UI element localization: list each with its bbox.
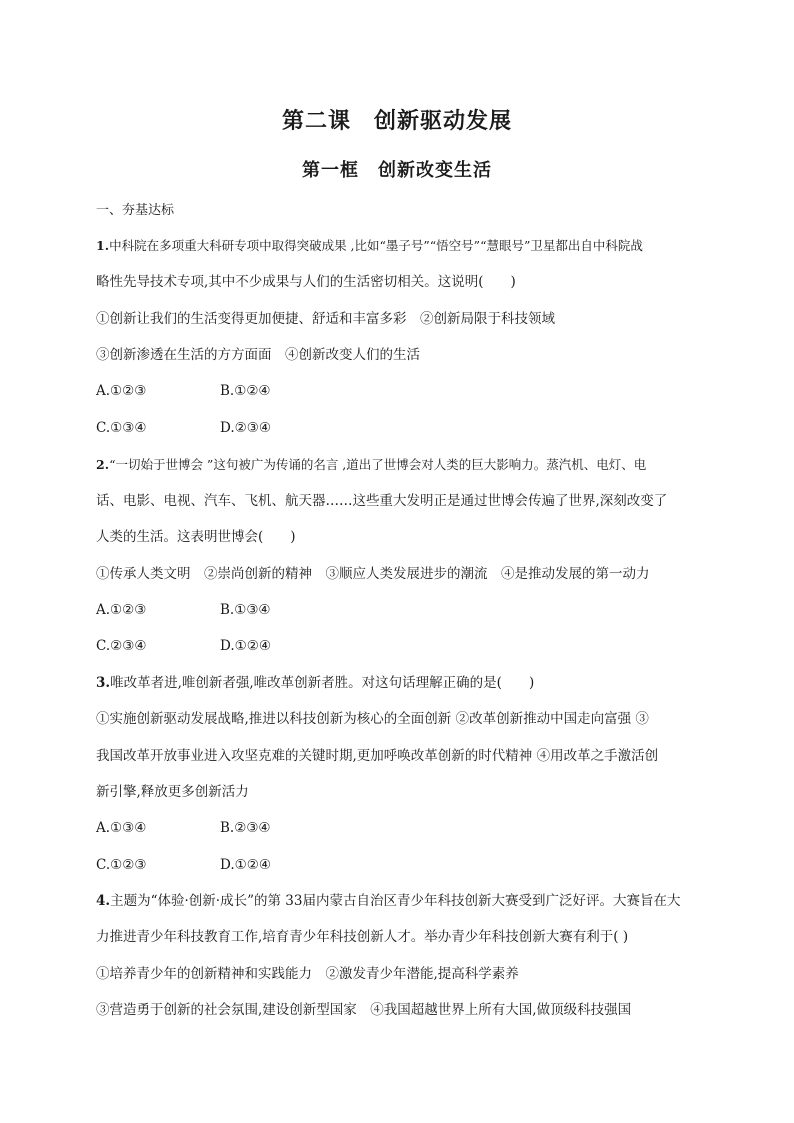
question-text: 唯改革者进,唯创新者强,唯改革创新者胜。对这句话理解正确的是( ) [110,675,535,691]
option-c: C.①③④ [96,420,147,436]
option-a: A.①②③ [96,383,147,399]
question-3-statements-1: ①实施创新驱动发展战略,推进以科技创新为核心的全面创新 ②改革创新推动中国走向富强 ③ [96,711,649,727]
question-3-statements-2: 我国改革开放事业进入攻坚克难的关键时期,更加呼唤改革创新的时代精神 ④用改革之手激活创 [96,748,659,764]
question-1-statements-1: ①创新让我们的生活变得更加便捷、舒适和丰富多彩 ②创新局限于科技领域 [96,311,555,327]
question-text: 主题为“体验·创新·成长”的第 33届内蒙古自治区青少年科技创新大赛受到广泛好评。大赛旨在大 [110,893,681,909]
question-number: 4. [96,893,111,909]
option-a: A.①③④ [96,820,147,836]
question-2-line-1 [96,456,646,474]
option-d: D.①②④ [220,638,271,654]
option-a: A.①②③ [96,602,147,618]
option-b: B.①③④ [220,602,271,618]
lesson-title: 第二课 创新驱动发展 [281,108,512,134]
question-2-line-2: 话、电影、电视、汽车、飞机、航天器……这些重大发明正是通过世博会传遍了世界,深刻改变了 [96,493,668,509]
question-number: 3. [96,675,111,691]
question-2-statements: ①传承人类文明 ②崇尚创新的精神 ③顺应人类发展进步的潮流 ④是推动发展的第一动力 [96,566,650,582]
question-1-statements-2: ③创新渗透在生活的方方面面 ④创新改变人们的生活 [96,347,420,363]
question-1-line-1 [96,237,643,255]
option-d: D.②③④ [220,420,271,436]
question-4-line-2: 力推进青少年科技教育工作,培育青少年科技创新人才。举办青少年科技创新大赛有利于( ) [96,929,629,945]
question-4-statements-1: ①培养青少年的创新精神和实践能力 ②激发青少年潜能,提高科学素养 [96,966,519,982]
option-b: B.②③④ [220,820,271,836]
option-b: B.①②④ [220,383,271,399]
question-text: 中科院在多项重大科研专项中取得突破成果 ,比如“墨子号”“悟空号”“慧眼号”卫星都出自中科院战 [109,238,643,253]
question-3-statements-3: 新引擎,释放更多创新活力 [96,784,249,800]
question-2-line-3: 人类的生活。这表明世博会( ) [96,529,296,545]
question-text: “一切始于世博会 ”这句被广为传诵的名言 ,道出了世博会对人类的巨大影响力。蒸汽机、电灯、电 [109,457,647,472]
question-4-line-1 [96,892,680,910]
question-1-line-2: 略性先导技术专项,其中不少成果与人们的生活密切相关。这说明( ) [96,274,516,290]
option-d: D.①②④ [220,857,271,873]
question-number: 1. [96,238,110,253]
option-c: C.①②③ [96,857,147,873]
question-3-line-1 [96,674,534,692]
section-subtitle: 第一框 创新改变生活 [302,160,492,181]
section-heading: 一、夯基达标 [96,203,175,218]
option-c: C.②③④ [96,638,147,654]
question-4-statements-2: ③营造勇于创新的社会氛围,建设创新型国家 ④我国超越世界上所有大国,做顶级科技强国 [96,1002,632,1018]
question-number: 2. [96,457,110,472]
